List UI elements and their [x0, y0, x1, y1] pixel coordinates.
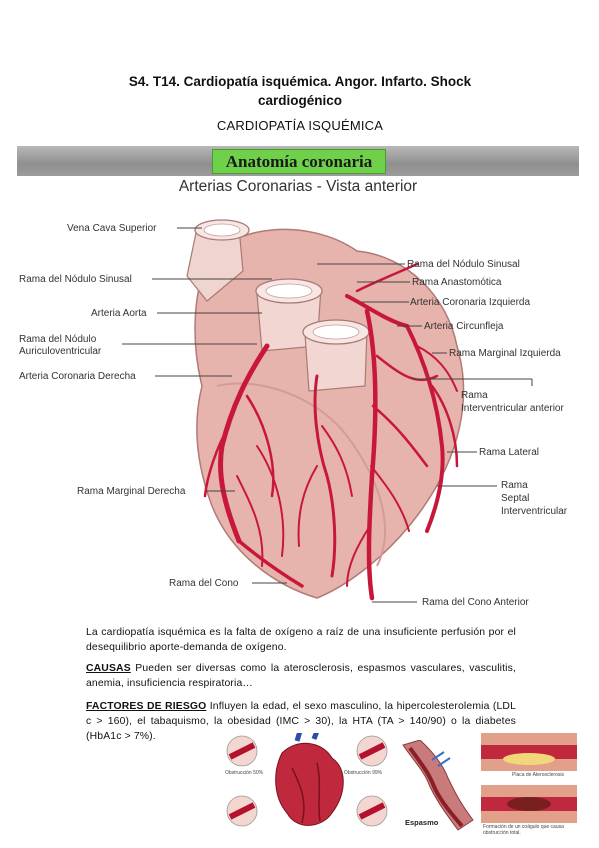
- label-marginal-derecha: Rama Marginal Derecha: [77, 486, 186, 497]
- label-nodulo-av-1: Rama del Nódulo: [19, 334, 97, 345]
- factores-text: Influyen la edad, el sexo masculino, la hipercolesterolemia (LDL c > 160), el tabaquismo, la obesidad (IMC > 30), la HTA (TA > 140/90) o la diabetes (HbA1c > 7%).: [86, 701, 517, 742]
- intro-paragraph: La cardiopatía isquémica es la falta de oxígeno a raíz de una insuficiente perfusión por el desequilibrio aporte-demanda de oxígeno.: [86, 627, 516, 653]
- label-interventricular-2: Interventricular anterior: [461, 403, 564, 414]
- factores-label: FACTORES DE RIESGO: [86, 701, 207, 712]
- caption-espasmo: Espasmo: [405, 818, 439, 827]
- label-marginal-izquierda: Rama Marginal Izquierda: [449, 348, 561, 359]
- label-lateral: Rama Lateral: [479, 447, 540, 458]
- page-title: S4. T14. Cardiopatía isquémica. Angor. Infarto. Shock cardiogénico: [128, 74, 472, 108]
- label-nodulo-av-2: Auriculoventricular: [19, 346, 102, 357]
- label-interventricular-1: Rama: [461, 390, 488, 401]
- caption-obstruccion-right: Obstrucción 99%: [344, 770, 383, 776]
- label-anastomotica: Rama Anastomótica: [412, 277, 502, 288]
- caption-coagulo: Formación de un coágulo que causa obstrucción total.: [483, 824, 564, 836]
- label-cono: Rama del Cono: [169, 578, 239, 589]
- label-septal-1: Rama: [501, 480, 528, 491]
- causas-paragraph: [86, 661, 516, 691]
- label-coronaria-derecha: Arteria Coronaria Derecha: [19, 371, 136, 382]
- label-coronaria-izquierda: Arteria Coronaria Izquierda: [410, 297, 531, 308]
- figure-heading: Arterias Coronarias - Vista anterior: [178, 178, 418, 195]
- caption-placa: Placa de Aterosclerosis: [512, 772, 564, 778]
- label-vena-cava: Vena Cava Superior: [67, 223, 157, 234]
- coronary-anatomy-figure: [17, 146, 579, 613]
- label-nodulo-sinusal-right: Rama del Nódulo Sinusal: [407, 259, 520, 270]
- plaque-clot-image: [481, 733, 577, 833]
- causas-label: CAUSAS: [86, 663, 131, 674]
- label-circunfleja: Arteria Circunfleja: [424, 321, 504, 332]
- causas-text: Pueden ser diversas como la aterosclerosis, espasmos vasculares, vasculitis, anemia, insuficiencia respiratoria…: [86, 663, 516, 689]
- figure-banner-title: Anatomía coronaria: [212, 149, 386, 174]
- label-aorta: Arteria Aorta: [91, 308, 147, 319]
- obstruction-heart-image: [222, 733, 392, 833]
- label-cono-anterior: Rama del Cono Anterior: [422, 597, 529, 608]
- section-heading: CARDIOPATÍA ISQUÉMICA: [216, 118, 384, 133]
- label-nodulo-sinusal-left: Rama del Nódulo Sinusal: [19, 274, 132, 285]
- label-septal-2: Septal: [501, 493, 530, 504]
- label-septal-3: Interventricular: [501, 506, 568, 517]
- caption-obstruccion-left: Obstrucción 50%: [225, 770, 264, 776]
